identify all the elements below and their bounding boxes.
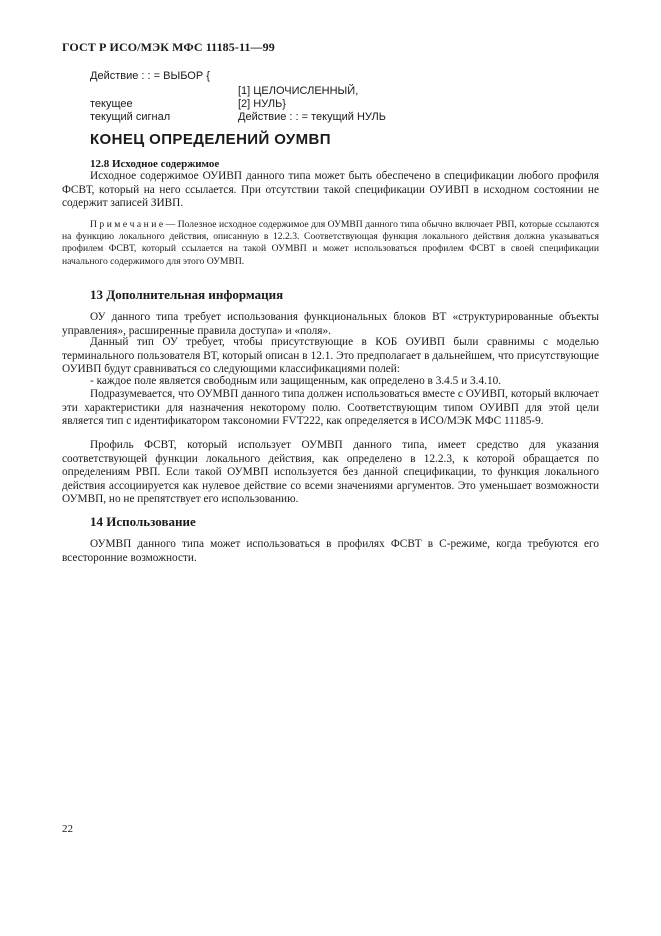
section-13-paragraph-3: Подразумевается, что ОУМВП данного типа должен использоваться вместе с ОУИВП, который включает эти характеристики для назначения некоторому полю. Соответствующим типом ОУИВП для этой цели является тип с идентификатором таксономии FVT222, как определяется в ИСО/МЭК МФС 11185-9. (62, 388, 599, 428)
code-line-4-left: текущий сигнал (90, 111, 171, 123)
code-line-3-right: [2] НУЛЬ} (238, 98, 286, 110)
section-13-list-item: - каждое поле является свободным или защищенным, как определено в 3.4.5 и 3.4.10. (90, 375, 502, 387)
code-line-3-left: текущее (90, 98, 133, 110)
section-12-8-heading: 12.8 Исходное содержимое (90, 158, 220, 170)
section-13-paragraph-1: ОУ данного типа требует использования функциональных блоков ВТ «структурированные объекты управления», расширенные правила доступа» и «поля». (62, 311, 599, 337)
section-14-paragraph: ОУМВП данного типа может использоваться в профилях ФСВТ в С-режиме, когда требуются его всесторонние возможности. (62, 538, 599, 564)
section-14-heading: 14 Использование (90, 514, 196, 529)
section-13-paragraph-2: Данный тип ОУ требует, чтобы присутствующие в КОБ ОУИВП были сравнимы с моделью терминального пользователя ВТ, который описан в 12.1. Это предполагает в дальнейшем, что присутствующие ОУИВП будут сравниваться со следующими классификациями полей: (62, 336, 599, 376)
page-number: 22 (62, 823, 73, 835)
section-13-heading: 13 Дополнительная информация (90, 287, 284, 302)
section-13-paragraph-4: Профиль ФСВТ, который использует ОУМВП данного типа, имеет средство для указания соответствующей функции локального действия, как определено в 12.2.3, к которой обращается по определениям РВП. Если такой ОУМВП используется без данной спецификации, то функция локального действия ассоциируется как нулевое действие со всеми значениями аргументов. Это уменьшает возможности ОУМВП, но не препятствует его использованию. (62, 439, 599, 506)
code-line-1: Действие : : = ВЫБОР { (90, 70, 210, 82)
section-12-8-paragraph: Исходное содержимое ОУИВП данного типа может быть обеспечено в спецификации любого профиля ФСВТ, который на него ссылается. При отсутствии такой спецификации ОУИВП в исходном состоянии не содержит записей ЗИВП. (62, 170, 599, 210)
code-line-4-right: Действие : : = текущий НУЛЬ (238, 111, 386, 123)
code-line-2: [1] ЦЕЛОЧИСЛЕННЫЙ, (238, 85, 359, 97)
document-header: ГОСТ Р ИСО/МЭК МФС 11185-11—99 (62, 40, 275, 54)
end-of-definitions-heading: КОНЕЦ ОПРЕДЕЛЕНИЙ ОУМВП (90, 131, 331, 148)
section-12-8-note: П р и м е ч а н и е — Полезное исходное содержимое для ОУМВП данного типа обычно включает РВП, которые ссылаются на функцию локального действия, описанную в 12.2.3. Соответствующая функция локального действия должна указываться профилем ФСВТ, который ссылается на такой ОУМВП и может использоваться профилем ФСВТ в своей спецификации начального содержимого для этого ОУМВП. (62, 219, 599, 267)
